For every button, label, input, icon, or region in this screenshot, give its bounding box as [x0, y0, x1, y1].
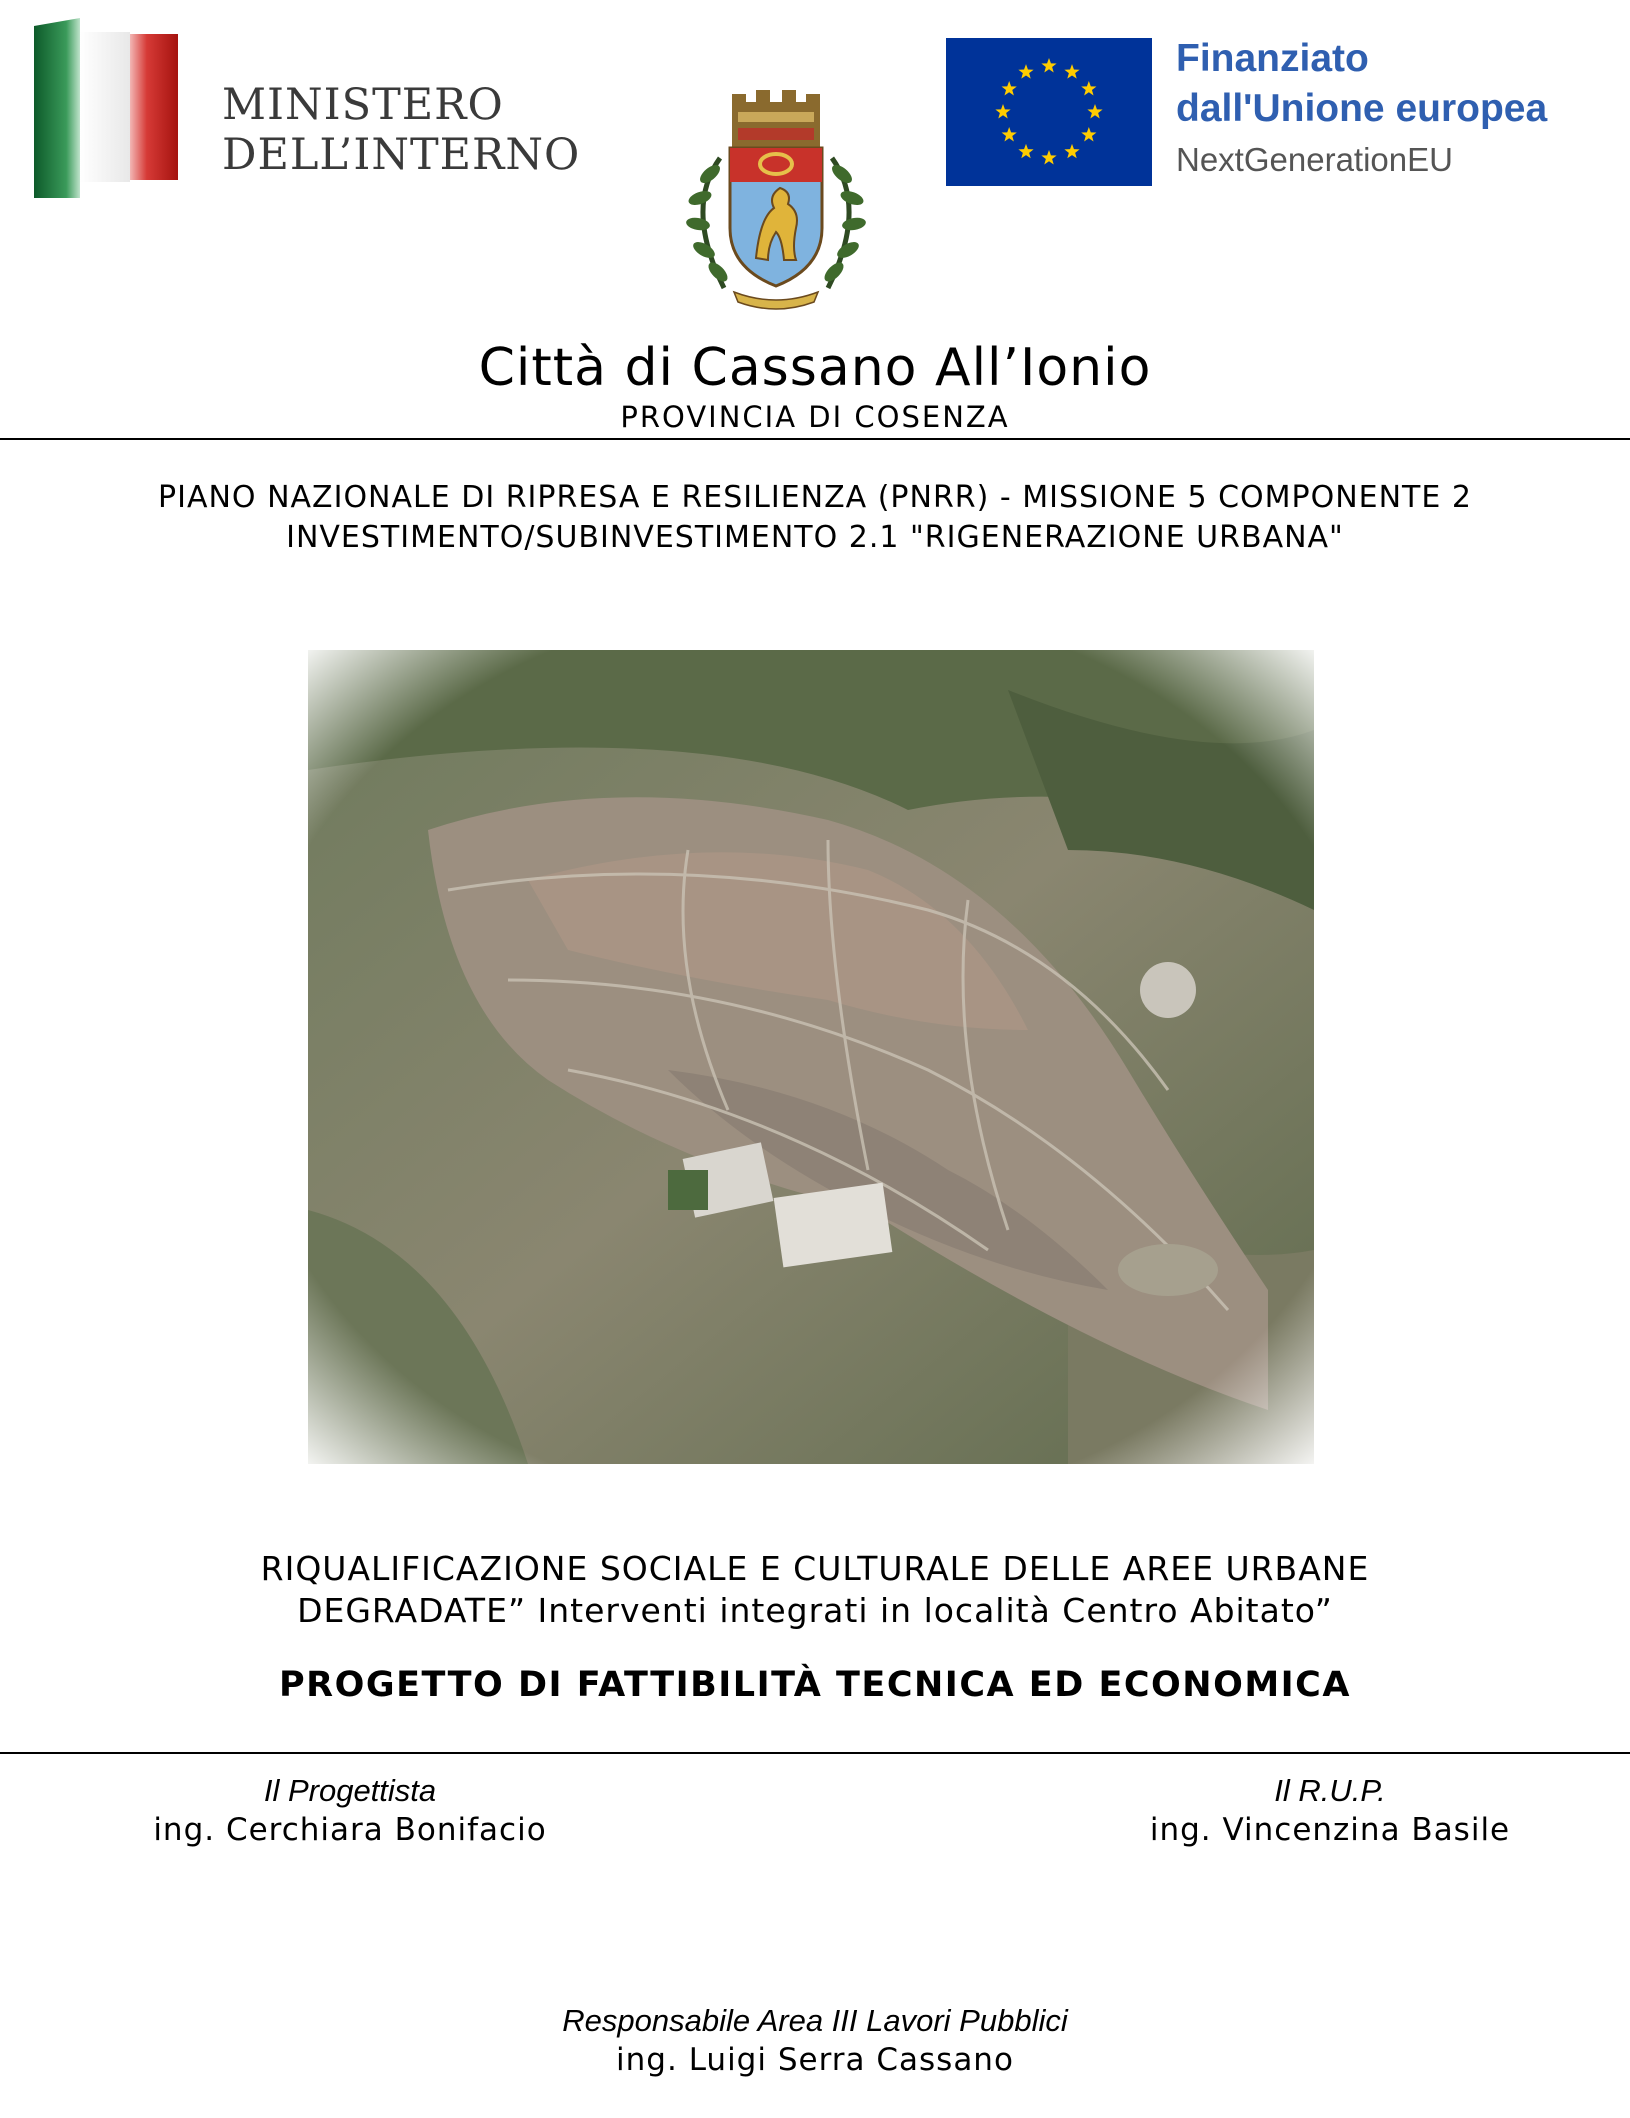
rup-name: ing. Vincenzina Basile [1149, 1812, 1511, 1848]
project-description-line2: DEGRADATE” Interventi integrati in località Centro Abitato” [297, 1591, 1333, 1630]
designer-signature-block [100, 1772, 600, 1850]
eu-funding-text [1176, 34, 1547, 186]
designer-name: ing. Cerchiara Bonifacio [153, 1812, 547, 1848]
signatures-divider [0, 1752, 1630, 1754]
eu-funding-line2: dall'Unione europea [1176, 87, 1548, 130]
header-divider [0, 438, 1630, 440]
eu-funding-line1: Finanziato [1176, 37, 1369, 80]
eu-flag-icon [946, 38, 1152, 186]
ministry-line1: MINISTERO [222, 80, 504, 130]
responsible-name: ing. Luigi Serra Cassano [616, 2042, 1014, 2078]
program-line1: PIANO NAZIONALE DI RIPRESA E RESILIENZA (PNRR) - MISSIONE 5 COMPONENTE 2 [158, 480, 1472, 515]
responsible-role: Responsabile Area III Lavori Pubblici [562, 2003, 1068, 2038]
italian-flag-icon [34, 18, 180, 198]
project-type-heading: PROGETTO DI FATTIBILITÀ TECNICA ED ECONOMICA [279, 1665, 1351, 1705]
ministry-line2: DELL’INTERNO [222, 130, 581, 180]
aerial-photo [308, 650, 1314, 1464]
rup-role: Il R.U.P. [1274, 1773, 1386, 1808]
designer-role: Il Progettista [263, 1773, 437, 1808]
cassano-crest-icon [664, 88, 888, 312]
eu-funding-line3: NextGenerationEU [1176, 141, 1453, 178]
province-subtitle: PROVINCIA DI COSENZA [620, 400, 1010, 434]
ministry-name [222, 80, 580, 180]
responsible-signature-block [0, 2002, 1630, 2080]
project-description-line1: RIQUALIFICAZIONE SOCIALE E CULTURALE DELLE AREE URBANE [260, 1549, 1370, 1588]
rup-signature-block [1050, 1772, 1610, 1850]
city-title: Città di Cassano All’Ionio [478, 338, 1152, 398]
program-line2: INVESTIMENTO/SUBINVESTIMENTO 2.1 "RIGENERAZIONE URBANA" [286, 520, 1344, 555]
